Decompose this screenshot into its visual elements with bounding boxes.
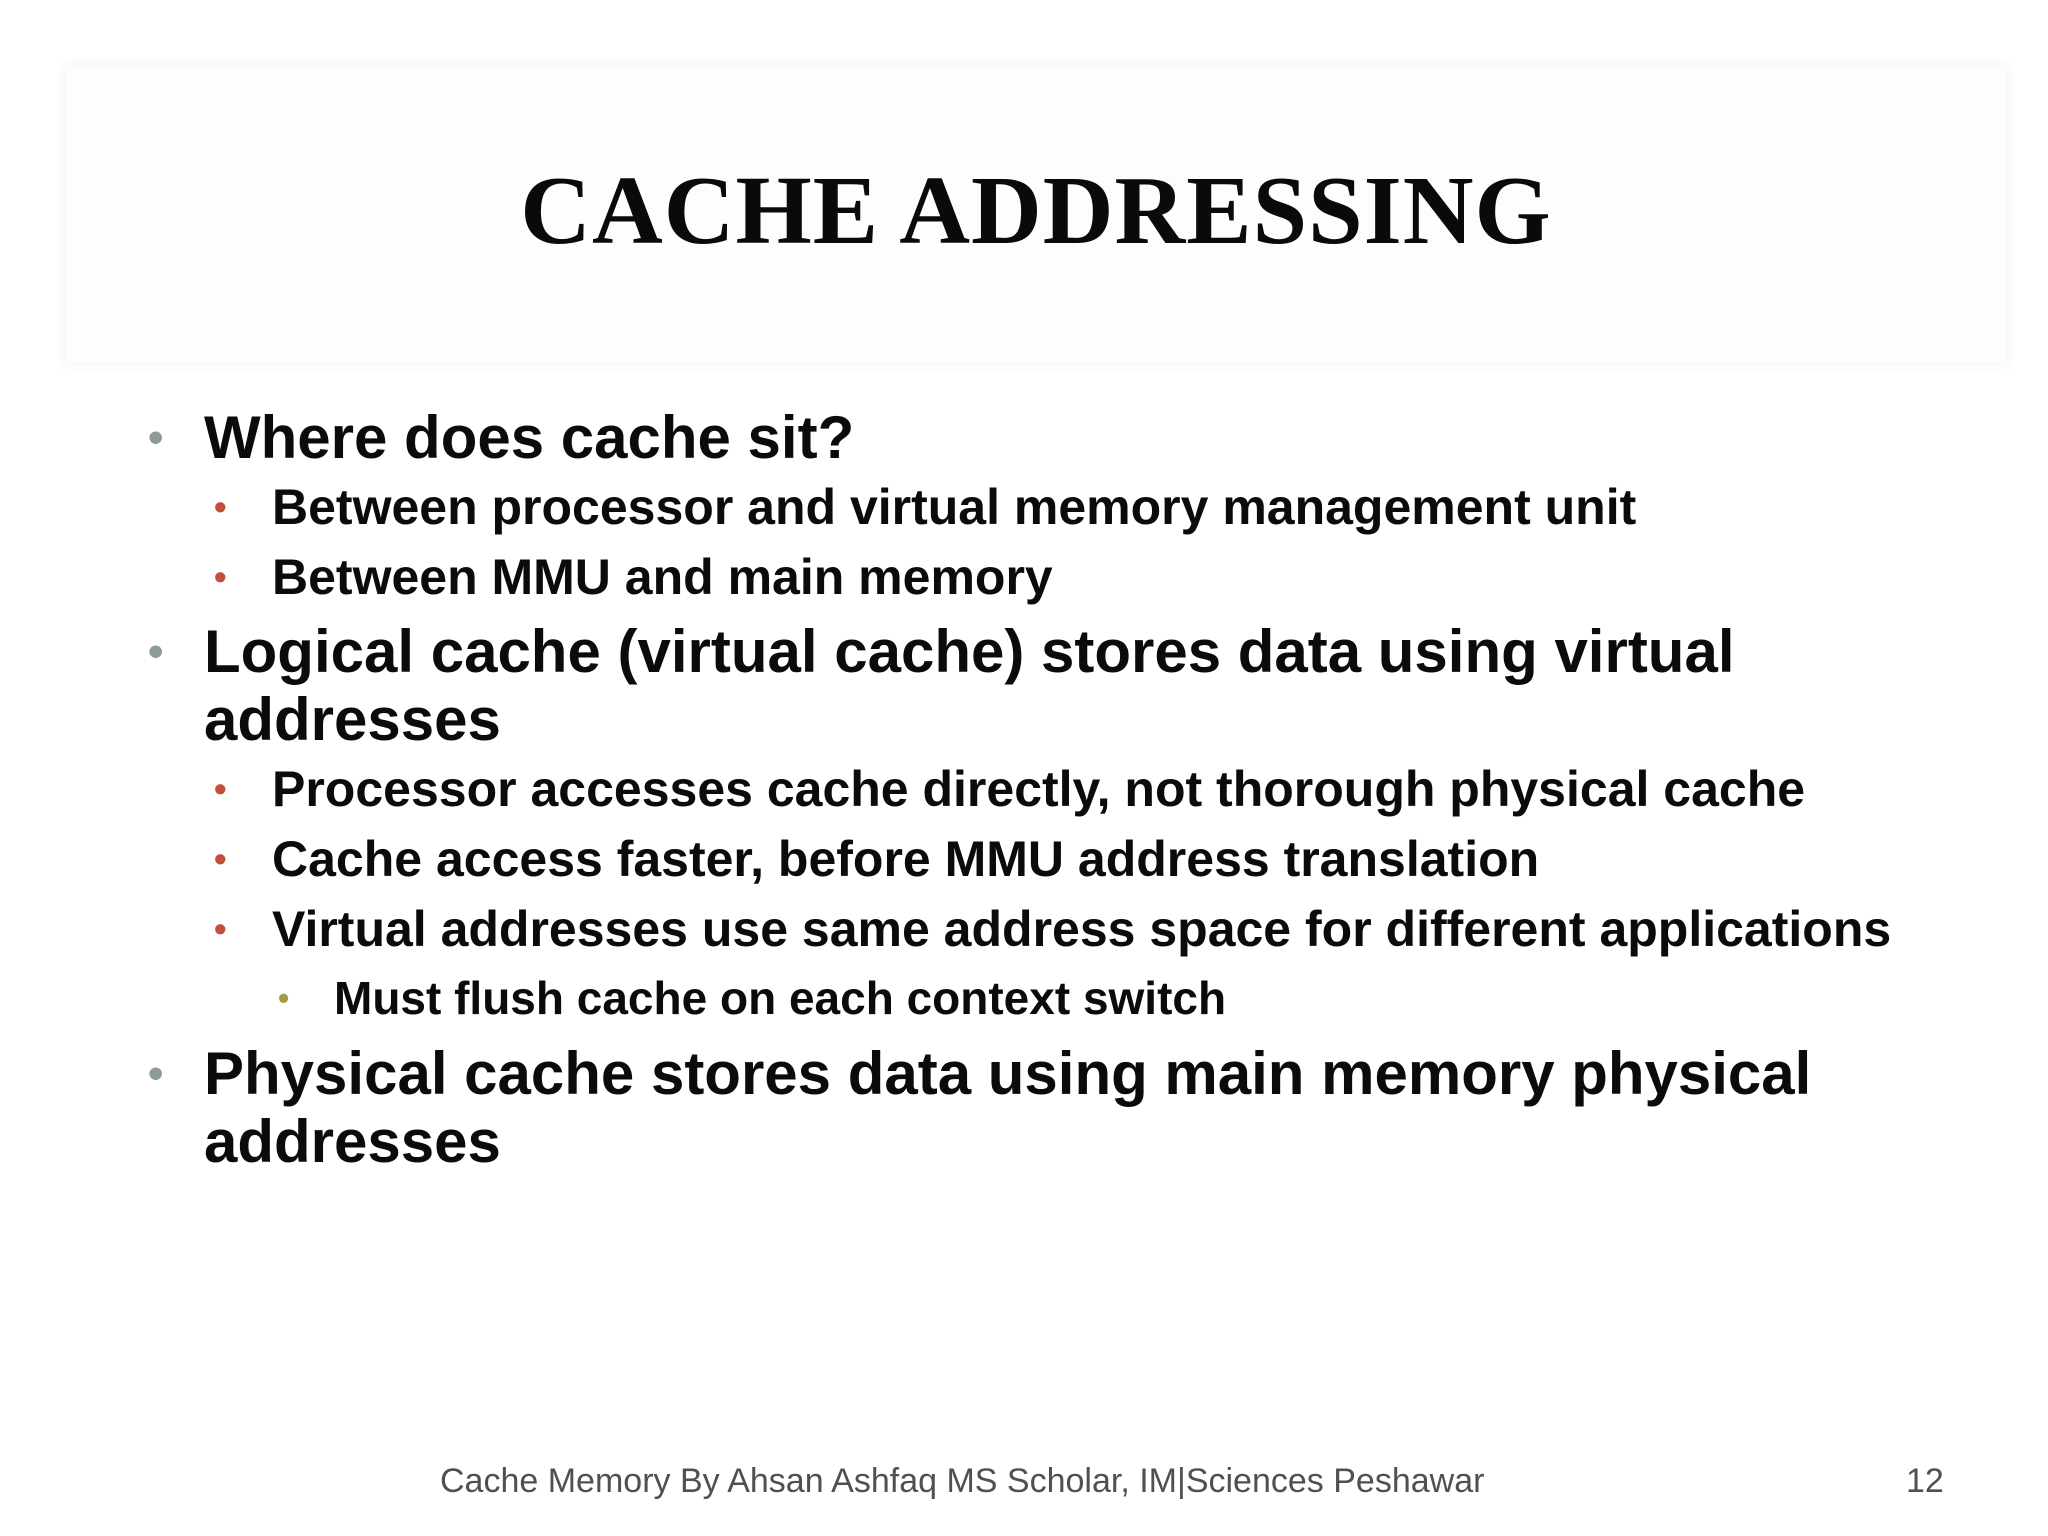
page-number: 12 [1906,1462,1944,1500]
bullet-item [214,760,1988,818]
bullet-item [214,900,1988,958]
bullet-dot-icon: • [214,838,227,879]
bullet-item [214,478,1988,536]
bullet-text: Virtual addresses use same address space for different applications [272,901,1892,957]
bullet-item [214,548,1988,606]
bullet-item [148,618,1988,754]
bullet-text: Logical cache (virtual cache) stores data using virtual addresses [204,618,1735,753]
bullet-dot-icon: • [214,908,227,949]
bullet-dot-icon: • [278,980,290,1016]
slide-title: CACHE ADDRESSING [520,157,1552,265]
bullet-text: Between processor and virtual memory management unit [272,479,1637,535]
bullet-item [148,1040,1988,1176]
bullet-dot-icon: • [148,627,164,676]
slide-footer: Cache Memory By Ahsan Ashfaq MS Scholar, IM|Sciences Peshawar [440,1462,1485,1500]
bullet-dot-icon: • [214,556,227,597]
bullet-dot-icon: • [214,768,227,809]
bullet-dot-icon: • [214,486,227,527]
bullet-item [278,970,1988,1026]
slide-body [148,404,1988,1182]
bullet-text: Processor accesses cache directly, not thorough physical cache [272,761,1806,817]
bullet-text: Where does cache sit? [204,404,855,471]
bullet-dot-icon: • [148,413,164,462]
bullet-dot-icon: • [148,1049,164,1098]
title-band [66,66,2006,362]
bullet-item [148,404,1988,472]
bullet-text: Physical cache stores data using main memory physical addresses [204,1040,1812,1175]
bullet-item [214,830,1988,888]
bullet-text: Must flush cache on each context switch [334,972,1227,1024]
bullet-text: Between MMU and main memory [272,549,1053,605]
bullet-text: Cache access faster, before MMU address translation [272,831,1540,887]
